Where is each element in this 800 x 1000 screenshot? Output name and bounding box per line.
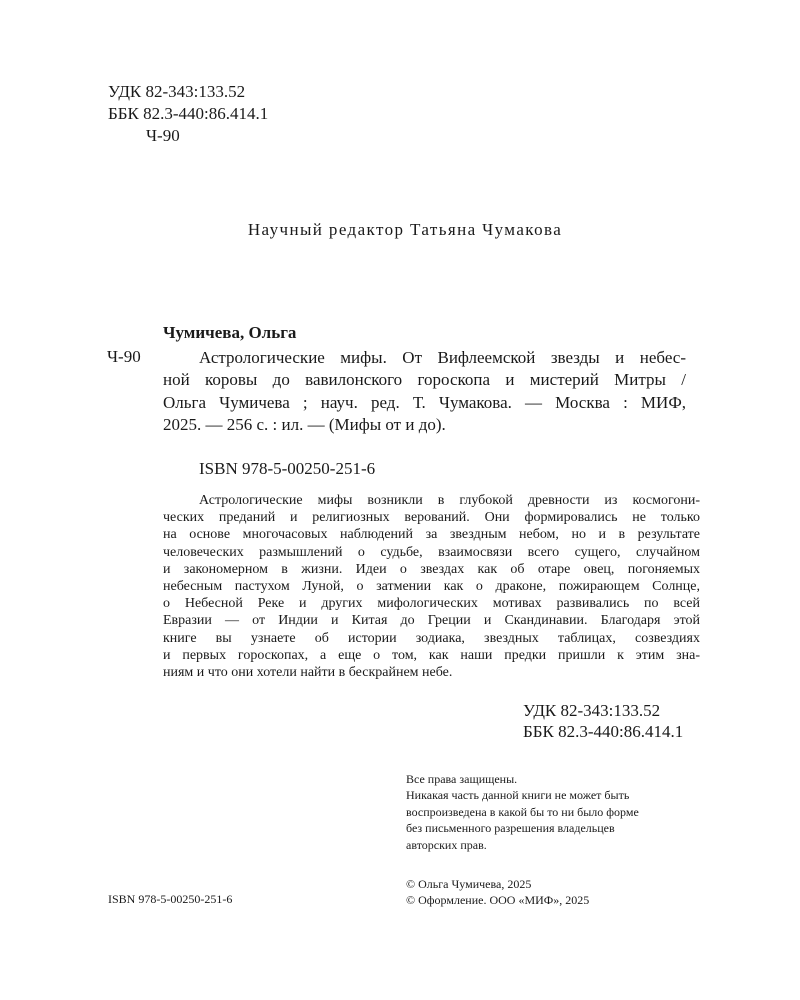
annotation-line: ниям и что они хотели найти в бескрайнем небе.	[163, 665, 453, 681]
rights-line: Никакая часть данной книги не может быть	[406, 788, 630, 803]
isbn-main: ISBN 978-5-00250-251-6	[199, 459, 376, 478]
catalog-codes-top	[108, 81, 268, 147]
copyright-design: © Оформление. ООО «МИФ», 2025	[406, 893, 590, 908]
bib-line: 2025. — 256 с. : ил. — (Мифы от и до).	[163, 414, 446, 434]
catalog-codes-bottom	[523, 700, 683, 742]
annotation-line: Астрологические мифы возникли в глубокой древности из космогони-	[199, 493, 700, 508]
rights-line: авторских прав.	[406, 837, 487, 852]
catalog-author-mark: Ч-90	[107, 347, 141, 366]
annotation	[163, 492, 700, 681]
bib-line: Астрологические мифы. От Вифлеемской звезды и небес-	[199, 348, 686, 367]
udk-code: УДК 82-343:133.52	[523, 701, 661, 720]
bbk-code: ББК 82.3-440:86.414.1	[108, 104, 269, 123]
isbn-bottom: ISBN 978-5-00250-251-6	[108, 892, 233, 906]
scientific-editor-line: Научный редактор Татьяна Чумакова	[247, 220, 563, 239]
copyright-author: © Ольга Чумичева, 2025	[406, 877, 532, 891]
annotation-line: о Небесной Реке и других мифологических мотивах развивались по всей	[163, 596, 700, 612]
rights-line: без письменного разрешения владельцев	[406, 821, 615, 836]
bib-line: Ольга Чумичева ; науч. ред. Т. Чумакова. — Москва : МИФ,	[163, 392, 686, 412]
rights-notice	[406, 771, 639, 853]
author-mark: Ч-90	[146, 126, 180, 145]
annotation-line: небесным пастухом Луной, о затмении как о драконе, пожирающем Солнце,	[163, 579, 700, 595]
bbk-code: ББК 82.3-440:86.414.1	[523, 722, 684, 741]
bibliographic-description	[163, 347, 686, 436]
rights-line: Все права защищены.	[406, 772, 518, 786]
annotation-line: ческих преданий и религиозных верований. Они формировались не только	[163, 510, 700, 526]
author-heading: Чумичева, Ольга	[163, 323, 297, 342]
rights-line: воспроизведена в какой бы то ни было форме	[406, 804, 639, 819]
annotation-line: человеческих размышлений о судьбе, взаимосвязи всего сущего, случайном	[163, 544, 700, 560]
annotation-line: на основе многочасовых наблюдений за звездным небом, но и в результате	[163, 527, 700, 543]
annotation-line: Евразии — от Индии и Китая до Греции и Скандинавии. Благодаря этой	[163, 613, 700, 629]
annotation-line: и первых гороскопах, а еще о том, как наши предки пришли к этим зна-	[163, 647, 700, 663]
bib-line: ной коровы до вавилонского гороскопа и мистерий Митры /	[163, 370, 686, 390]
annotation-line: книге вы узнаете об истории зодиака, звездных таблицах, созвездиях	[163, 630, 700, 646]
udk-code: УДК 82-343:133.52	[108, 82, 246, 101]
copyright-block	[406, 876, 589, 909]
annotation-line: и закономерном в жизни. Идеи о звездах как об отаре овец, погоняемых	[163, 561, 700, 577]
